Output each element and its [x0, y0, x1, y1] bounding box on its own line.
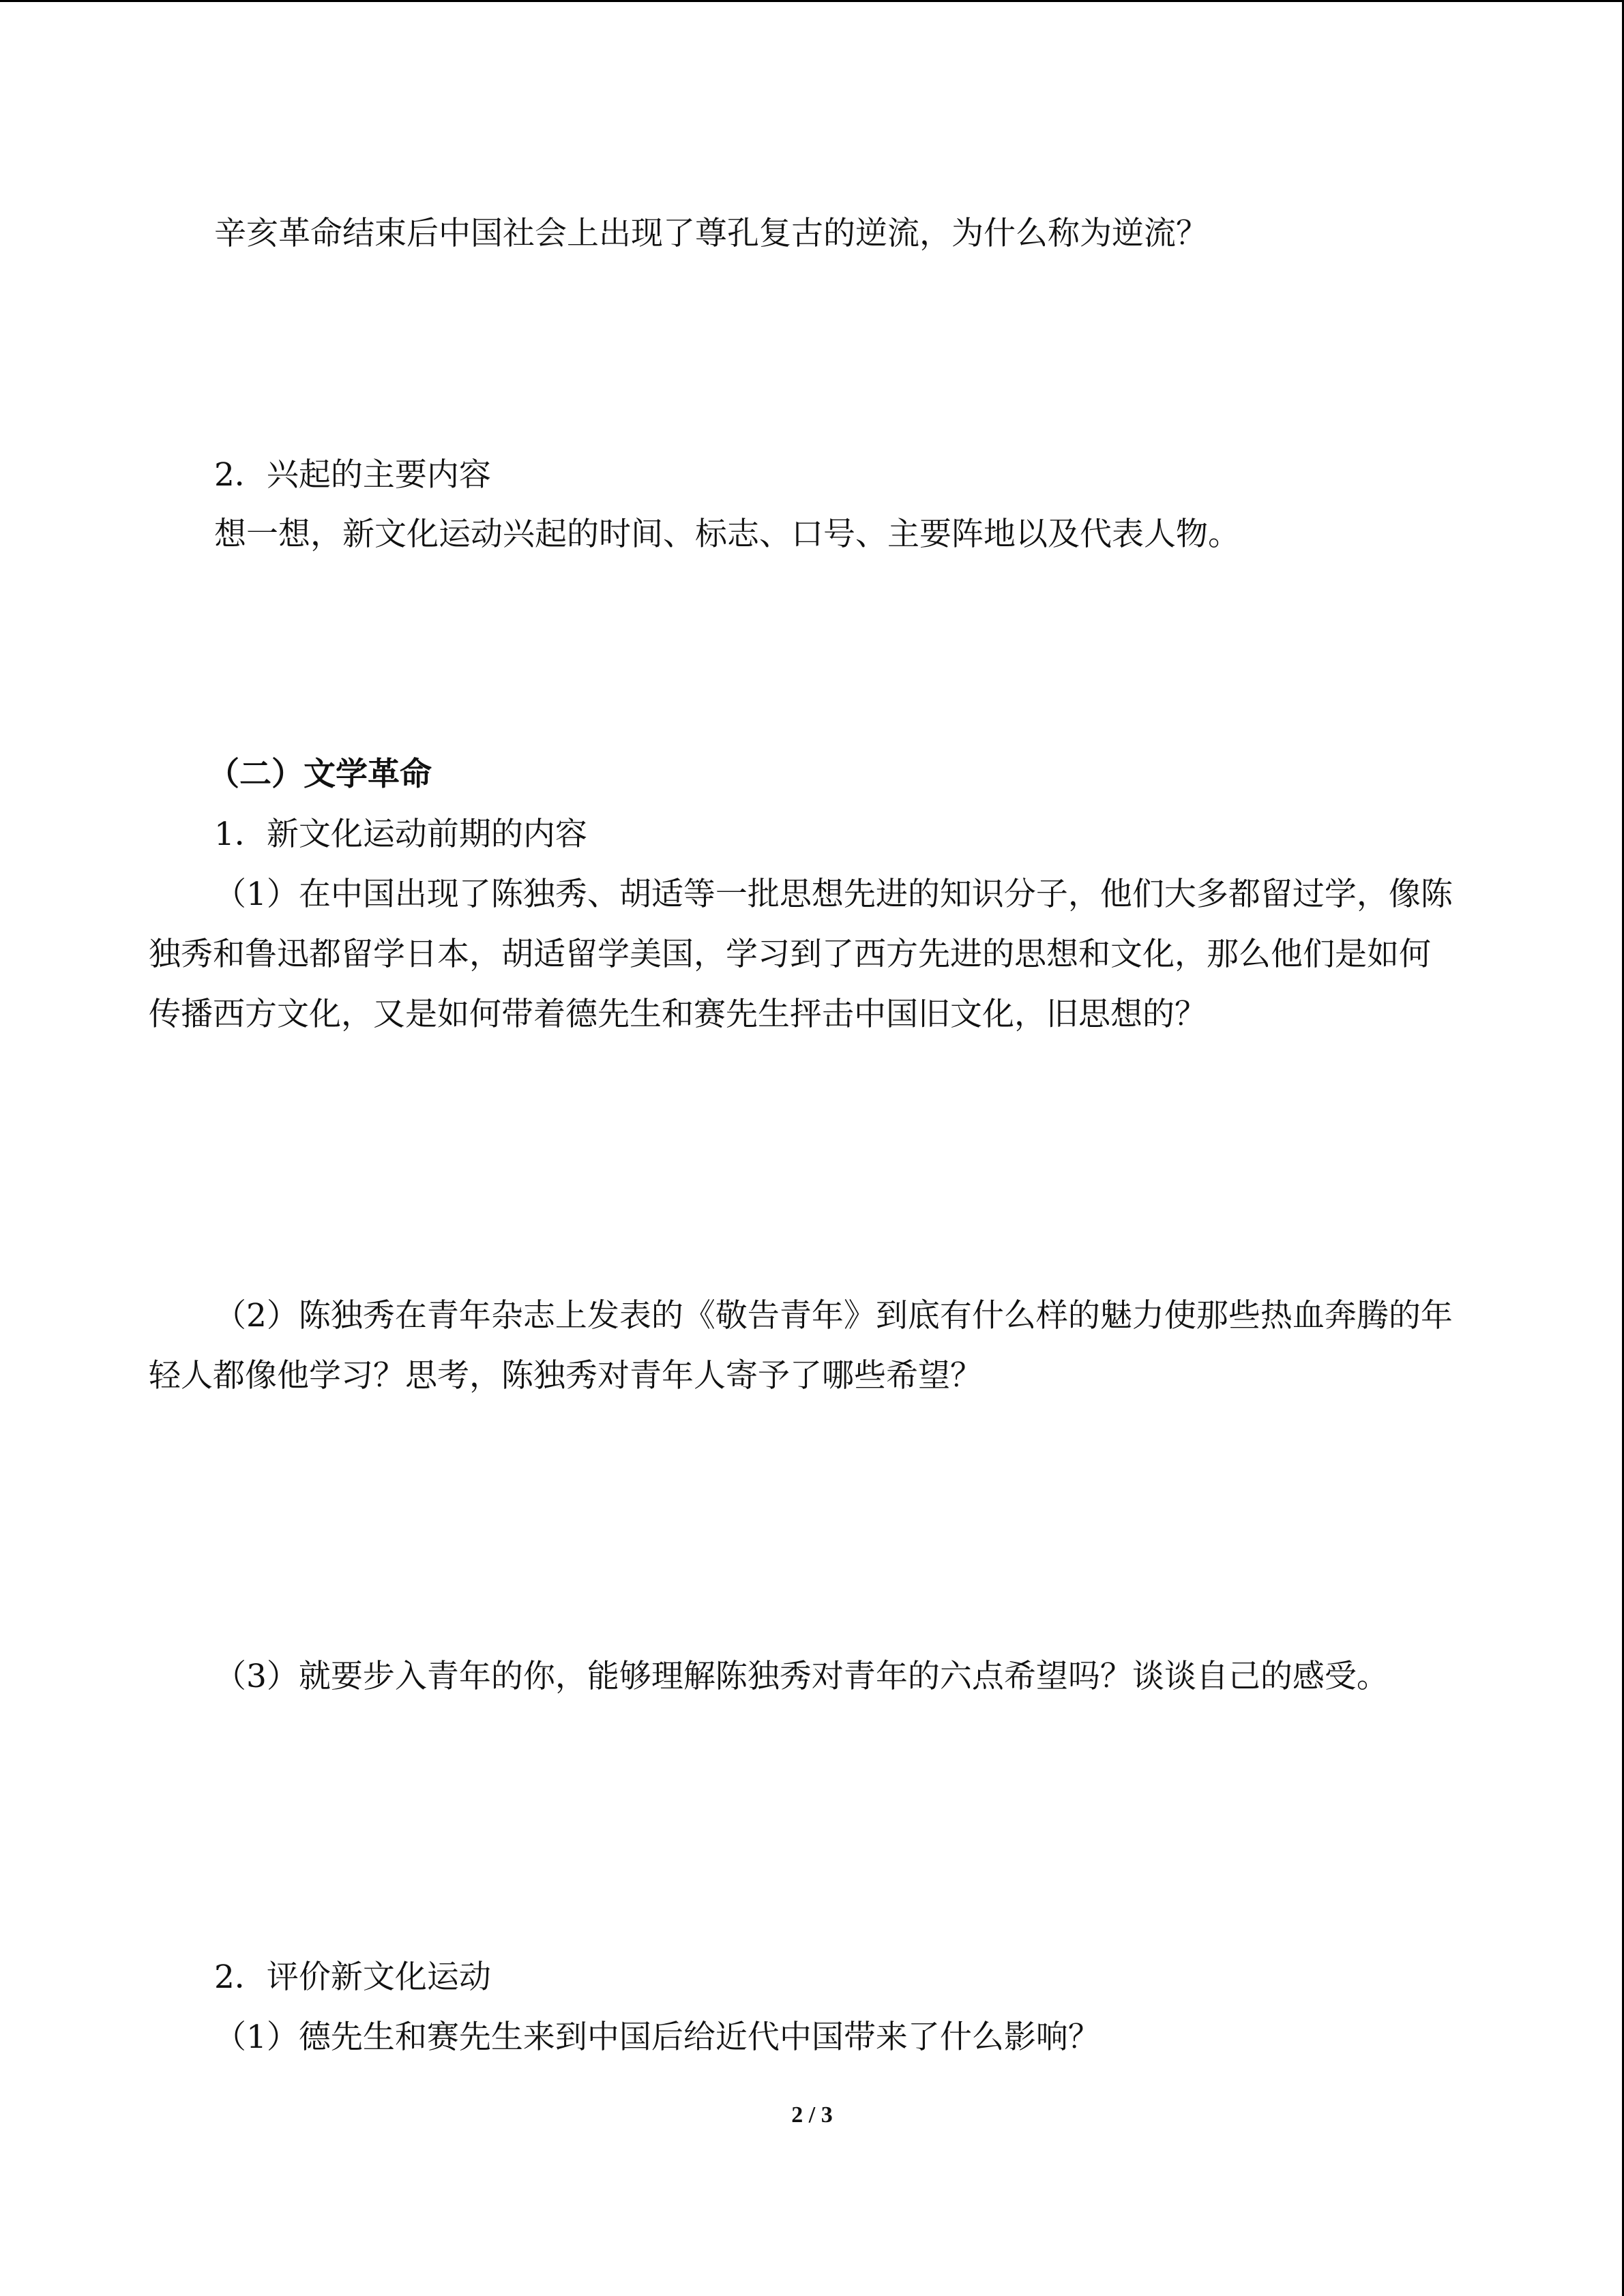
subheading-evaluate: 2．评价新文化运动 — [214, 1958, 491, 1996]
question-nixun: 辛亥革命结束后中国社会上出现了尊孔复古的逆流，为什么称为逆流？ — [214, 215, 1208, 252]
page-number: 2 / 3 — [791, 2102, 833, 2128]
question-rise-details: 想一想，新文化运动兴起的时间、标志、口号、主要阵地以及代表人物。 — [214, 516, 1240, 553]
question-1-line-2: 独秀和鲁迅都留学日本，胡适留学美国，学习到了西方先进的思想和文化，那么他们是如何 — [149, 936, 1431, 973]
question-1-line-3: 传播西方文化，又是如何带着德先生和赛先生抨击中国旧文化，旧思想的？ — [149, 996, 1207, 1033]
question-2-line-1: （2）陈独秀在青年杂志上发表的《敬告青年》到底有什么样的魅力使那些热血奔腾的年 — [214, 1297, 1453, 1335]
part-heading-literary-revolution: （二）文学革命 — [207, 756, 432, 793]
evaluation-question-1: （1）德先生和赛先生来到中国后给近代中国带来了什么影响？ — [214, 2018, 1100, 2056]
question-3: （3）就要步入青年的你，能够理解陈独秀对青年的六点希望吗？谈谈自己的感受。 — [214, 1658, 1389, 1695]
question-2-line-2: 轻人都像他学习？思考，陈独秀对青年人寄予了哪些希望？ — [149, 1357, 982, 1395]
section-heading-main-content: 2．兴起的主要内容 — [214, 456, 491, 494]
subheading-early-content: 1．新文化运动前期的内容 — [214, 816, 587, 853]
question-1-line-1: （1）在中国出现了陈独秀、胡适等一批思想先进的知识分子，他们大多都留过学，像陈 — [214, 876, 1453, 913]
top-border-rule — [0, 0, 1624, 2]
